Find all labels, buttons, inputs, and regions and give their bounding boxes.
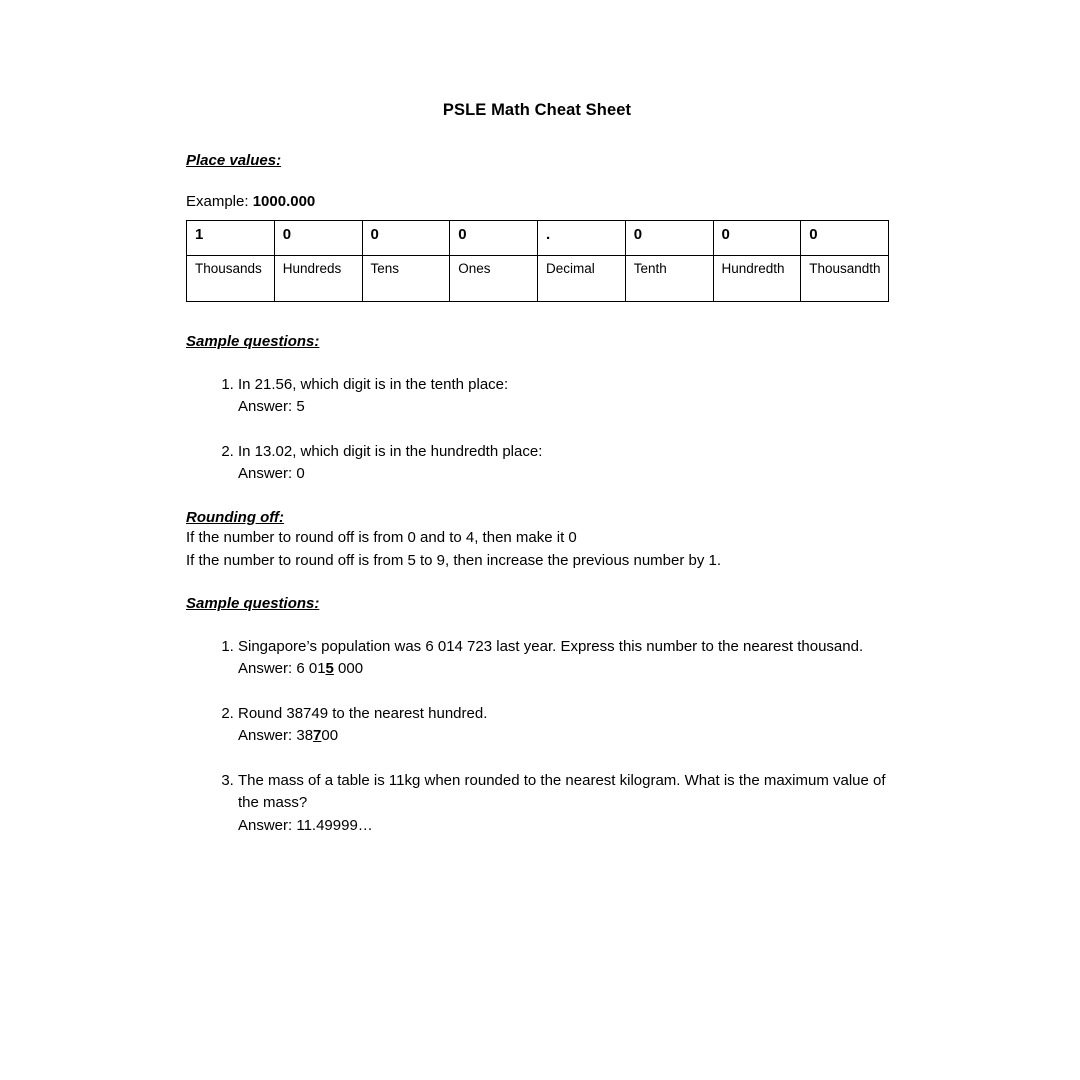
spacer xyxy=(186,614,888,636)
table-cell-name: Tenth xyxy=(625,256,713,302)
spacer xyxy=(186,121,888,151)
answer-marked-digit: 5 xyxy=(325,660,334,678)
section-heading-sample-questions-place-values: Sample questions: xyxy=(186,333,320,351)
table-cell-name: Thousandth xyxy=(801,256,889,302)
answer-prefix: Answer: 11.49999… xyxy=(238,816,373,834)
list-item xyxy=(238,703,888,748)
rounding-rule-1: If the number to round off is from 0 and to 4, then make it 0 xyxy=(186,529,577,547)
question-text: 2. In 13.02, which digit is in the hundredth place: xyxy=(238,442,543,460)
table-cell-name: Thousands xyxy=(187,256,275,302)
answer-marked-digit: 7 xyxy=(313,727,322,745)
table-cell-digit: 0 xyxy=(274,221,362,256)
table-cell-digit: . xyxy=(538,221,626,256)
table-cell-digit: 0 xyxy=(450,221,538,256)
question-list-rounding-off xyxy=(186,636,888,838)
question-answer xyxy=(238,658,888,681)
question-text: 1. Singapore’s population was 6 014 723 last year. Express this number to the nearest thousand. xyxy=(238,637,864,655)
table-cell-digit: 0 xyxy=(713,221,801,256)
answer-suffix: 00 xyxy=(321,727,339,745)
table-cell-name: Decimal xyxy=(538,256,626,302)
list-item xyxy=(238,441,888,486)
spacer xyxy=(186,170,888,192)
table-cell-name: Ones xyxy=(450,256,538,302)
section-heading-rounding-off: Rounding off: xyxy=(186,508,285,526)
section-heading-place-values: Place values: xyxy=(186,151,282,169)
question-text: 1. In 21.56, which digit is in the tenth place: xyxy=(238,375,509,393)
table-cell-name: Hundredth xyxy=(713,256,801,302)
question-answer xyxy=(238,725,888,748)
list-item xyxy=(238,374,888,419)
question-list-place-values xyxy=(186,374,888,486)
spacer xyxy=(186,486,888,508)
example-line xyxy=(186,192,888,212)
table-cell-digit: 1 xyxy=(187,221,275,256)
example-value: 1000.000 xyxy=(252,193,316,211)
list-item xyxy=(238,636,888,681)
table-cell-name: Hundreds xyxy=(274,256,362,302)
table-cell-name: Tens xyxy=(362,256,450,302)
section-heading-sample-questions-rounding-off: Sample questions: xyxy=(186,595,320,613)
answer-prefix: Answer: 38 xyxy=(238,727,314,745)
spacer xyxy=(186,572,888,594)
question-text: 3. The mass of a table is 11kg when rounded to the nearest kilogram. What is the maximum value of the mass? xyxy=(238,771,886,812)
table-row-names xyxy=(187,256,889,302)
spacer xyxy=(186,352,888,374)
table-cell-digit: 0 xyxy=(801,221,889,256)
question-text: 2. Round 38749 to the nearest hundred. xyxy=(238,704,488,722)
question-answer xyxy=(238,815,888,838)
spacer xyxy=(186,302,888,332)
table-row-digits xyxy=(187,221,889,256)
spacer xyxy=(186,212,888,220)
question-answer: Answer: 0 xyxy=(238,465,305,483)
answer-suffix: 000 xyxy=(333,660,364,678)
question-answer: Answer: 5 xyxy=(238,398,305,416)
list-item xyxy=(238,770,888,838)
document-content xyxy=(186,100,888,837)
page-title: PSLE Math Cheat Sheet xyxy=(442,101,632,119)
table-cell-digit: 0 xyxy=(625,221,713,256)
rounding-rule-2: If the number to round off is from 5 to 9, then increase the previous number by 1. xyxy=(186,551,722,569)
example-label: Example: xyxy=(186,193,253,211)
answer-prefix: Answer: 6 01 xyxy=(238,660,326,678)
table-cell-digit: 0 xyxy=(362,221,450,256)
place-value-table xyxy=(186,220,889,302)
